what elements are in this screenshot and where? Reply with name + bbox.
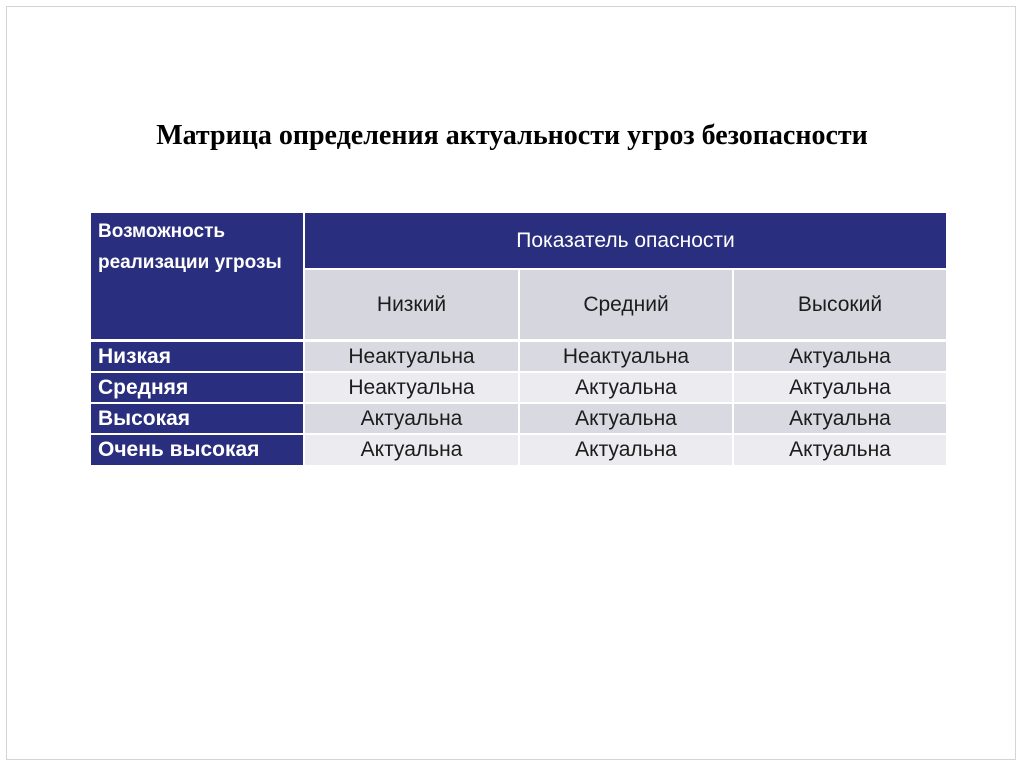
matrix-cell: Актуальна — [734, 373, 946, 402]
row-header-high: Высокая — [91, 404, 303, 433]
level-header-low: Низкий — [305, 270, 518, 339]
matrix-cell: Неактуальна — [305, 342, 518, 371]
matrix-cell: Неактуальна — [305, 373, 518, 402]
matrix-cell: Актуальна — [305, 404, 518, 433]
corner-header: Возможность реализации угрозы — [91, 213, 303, 339]
threat-relevance-matrix — [91, 213, 946, 465]
matrix-cell: Актуальна — [734, 342, 946, 371]
row-header-medium: Средняя — [91, 373, 303, 402]
matrix-cell: Актуальна — [734, 404, 946, 433]
matrix-cell: Актуальна — [305, 435, 518, 465]
slide-title: Матрица определения актуальности угроз безопасности — [156, 120, 868, 151]
matrix-cell: Актуальна — [520, 435, 732, 465]
row-header-low: Низкая — [91, 342, 303, 371]
matrix-cell: Актуальна — [520, 404, 732, 433]
matrix-cell: Неактуальна — [520, 342, 732, 371]
row-header-very-high: Очень высокая — [91, 435, 303, 465]
danger-indicator-header: Показатель опасности — [305, 213, 946, 268]
level-header-high: Высокий — [734, 270, 946, 339]
matrix-cell: Актуальна — [520, 373, 732, 402]
matrix-cell: Актуальна — [734, 435, 946, 465]
level-header-medium: Средний — [520, 270, 732, 339]
